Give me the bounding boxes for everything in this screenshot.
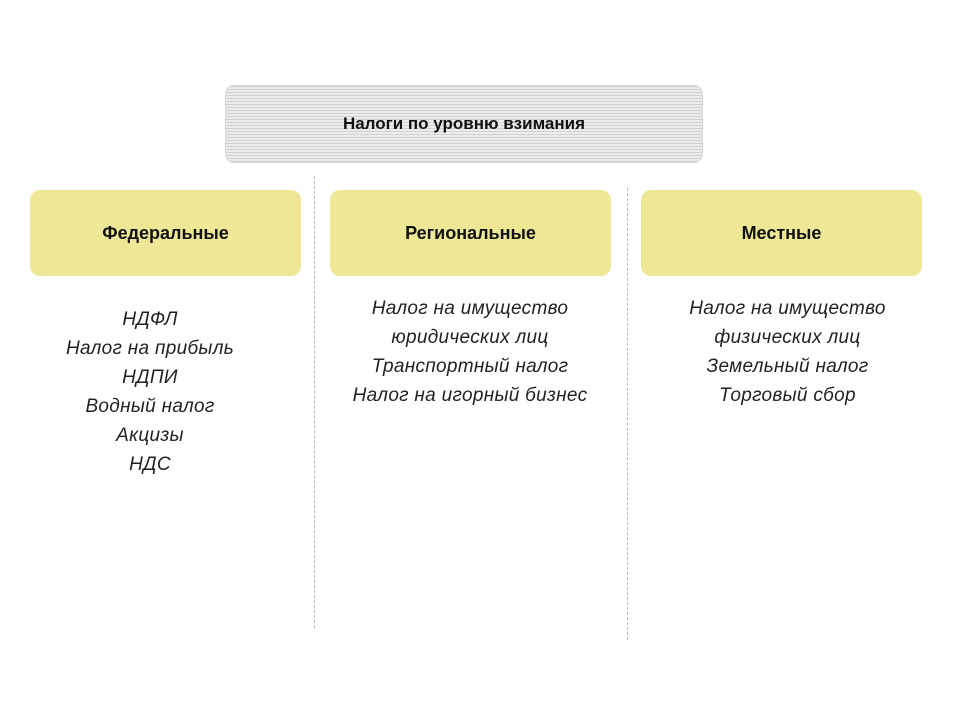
federal-tax-item: НДПИ xyxy=(122,367,178,388)
federal-tax-list xyxy=(20,305,280,479)
column-divider-left xyxy=(314,176,315,628)
federal-tax-item: Налог на прибыль xyxy=(65,338,235,359)
category-regional-label: Региональные xyxy=(405,222,536,243)
federal-tax-item: НДФЛ xyxy=(122,309,178,330)
root-node-title: Налоги по уровню взимания xyxy=(342,114,586,133)
regional-tax-item: юридических лиц xyxy=(391,327,549,348)
category-federal xyxy=(30,190,301,276)
federal-tax-item: Акцизы xyxy=(116,425,184,446)
regional-tax-item: Налог на игорный бизнес xyxy=(352,385,588,406)
federal-tax-item: Водный налог xyxy=(85,396,215,417)
root-node-taxes-by-level xyxy=(226,86,702,162)
local-tax-list xyxy=(630,294,945,410)
regional-tax-item: Налог на имущество xyxy=(371,298,569,319)
category-regional xyxy=(330,190,611,276)
category-federal-label: Федеральные xyxy=(102,222,229,243)
category-local-label: Местные xyxy=(741,222,822,243)
local-tax-item: Земельный налог xyxy=(706,356,869,377)
local-tax-item: Налог на имущество xyxy=(689,298,886,319)
category-local xyxy=(641,190,922,276)
regional-tax-item: Транспортный налог xyxy=(371,356,569,377)
regional-tax-list xyxy=(320,294,620,410)
column-divider-right xyxy=(627,188,628,640)
local-tax-item: физических лиц xyxy=(714,327,861,348)
federal-tax-item: НДС xyxy=(129,454,171,475)
local-tax-item: Торговый сбор xyxy=(719,385,856,406)
